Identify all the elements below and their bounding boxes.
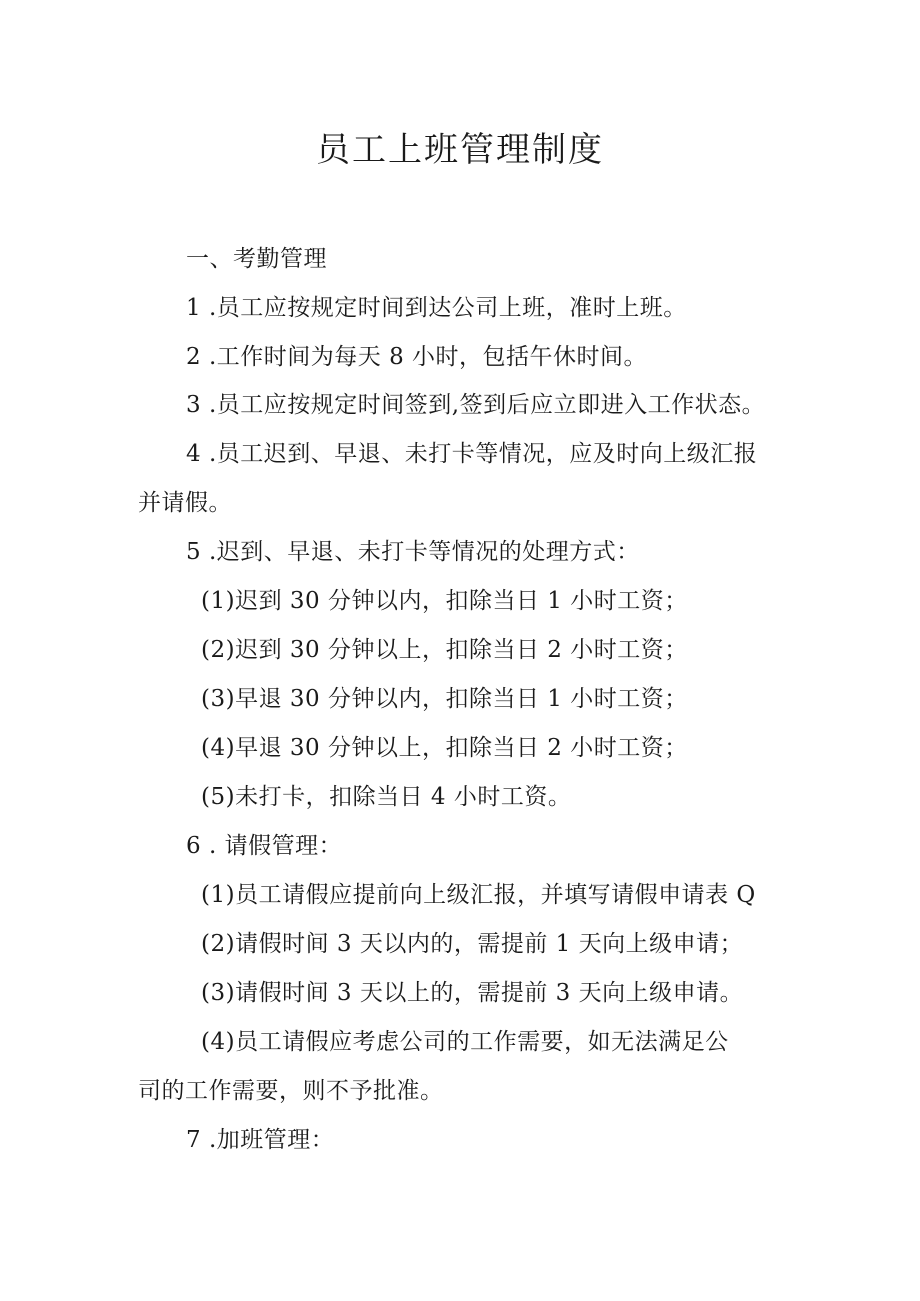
rule-item-4: 4 .员工迟到、早退、未打卡等情况，应及时向上级汇报 xyxy=(186,441,758,467)
section-heading: 一、考勤管理 xyxy=(186,246,327,272)
document-title: 员工上班管理制度 xyxy=(316,130,604,170)
rule-item-5: 5 .迟到、早退、未打卡等情况的处理方式： xyxy=(186,539,640,565)
rule-item-6-sub-1: (1)员工请假应提前向上级汇报，并填写请假申请表 Q xyxy=(201,882,756,908)
rule-item-6-sub-2: (2)请假时间 3 天以内的，需提前 1 天向上级申请； xyxy=(201,931,744,957)
rule-item-2: 2 .工作时间为每天 8 小时，包括午休时间。 xyxy=(186,344,648,370)
rule-item-6-sub-4: (4)员工请假应考虑公司的工作需要，如无法满足公 xyxy=(201,1029,729,1055)
rule-item-5-sub-4: (4)早退 30 分钟以上，扣除当日 2 小时工资； xyxy=(201,735,688,761)
rule-item-1: 1 .员工应按规定时间到达公司上班，准时上班。 xyxy=(186,295,687,321)
rule-item-6-sub-3: (3)请假时间 3 天以上的，需提前 3 天向上级申请。 xyxy=(201,980,744,1006)
rule-item-5-sub-3: (3)早退 30 分钟以内，扣除当日 1 小时工资； xyxy=(201,686,688,712)
rule-item-5-sub-1: (1)迟到 30 分钟以内，扣除当日 1 小时工资； xyxy=(201,588,688,614)
rule-item-5-sub-2: (2)迟到 30 分钟以上，扣除当日 2 小时工资； xyxy=(201,637,688,663)
rule-item-5-sub-5: (5)未打卡，扣除当日 4 小时工资。 xyxy=(201,784,572,810)
rule-item-4-continuation: 并请假。 xyxy=(138,490,232,516)
rule-item-3: 3 .员工应按规定时间签到,签到后应立即进入工作状态。 xyxy=(186,392,766,418)
rule-item-6: 6 . 请假管理： xyxy=(186,833,343,859)
rule-item-7: 7 .加班管理： xyxy=(186,1127,335,1153)
rule-item-6-sub-4-continuation: 司的工作需要，则不予批准。 xyxy=(138,1078,444,1104)
